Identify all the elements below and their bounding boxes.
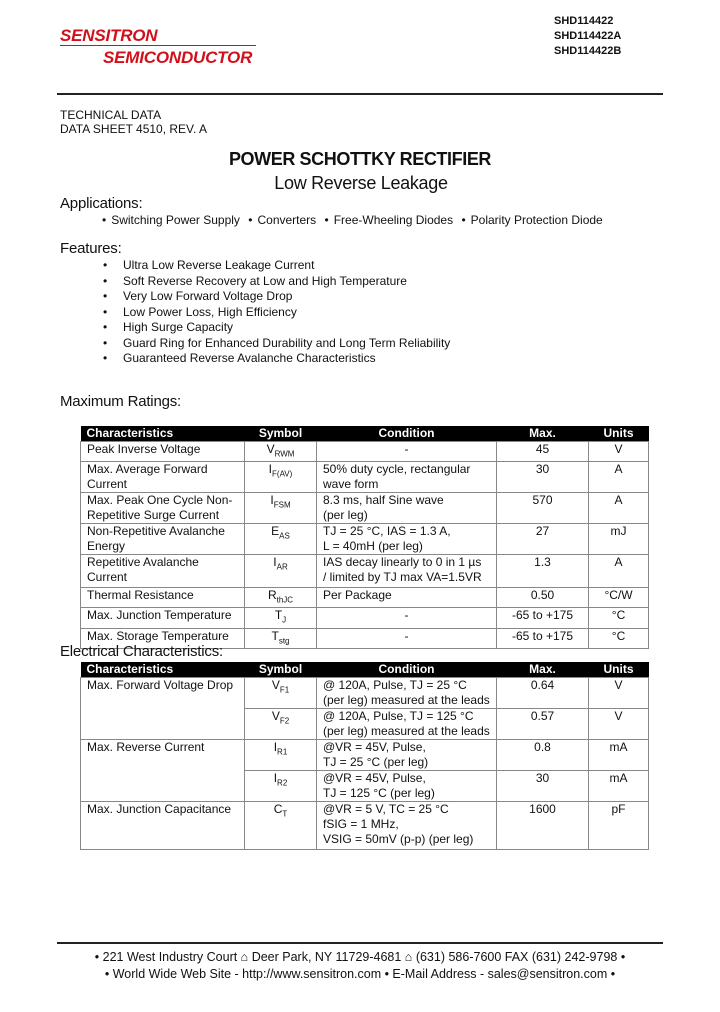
table-header-row bbox=[81, 662, 649, 677]
max-ratings-body bbox=[81, 441, 649, 649]
symbol-subscript: RWM bbox=[274, 448, 295, 458]
table-row bbox=[81, 523, 649, 554]
applications-heading: Applications: bbox=[60, 195, 143, 212]
cell-symbol bbox=[245, 461, 317, 492]
cell-symbol bbox=[245, 628, 317, 648]
symbol-subscript: F1 bbox=[279, 684, 290, 694]
cell-symbol bbox=[245, 739, 317, 770]
electrical-table bbox=[80, 662, 649, 850]
cell-condition: TJ = 25 °C, IAS = 1.3 A, L = 40mH (per leg) bbox=[317, 523, 497, 554]
cell-unit: °C bbox=[589, 608, 649, 628]
electrical-body bbox=[81, 677, 649, 849]
cell-unit: pF bbox=[589, 801, 649, 849]
feature-item: • Guard Ring for Enhanced Durability and Long Term Reliability bbox=[103, 335, 451, 350]
column-header: Symbol bbox=[245, 426, 317, 441]
symbol-letter: I bbox=[273, 739, 278, 754]
feature-item: • Low Power Loss, High Efficiency bbox=[103, 304, 297, 319]
cell-max: 1600 bbox=[497, 801, 589, 849]
symbol-letter: I bbox=[273, 770, 278, 785]
footer-contact: • World Wide Web Site - http://www.sensitron.com • E-Mail Address - sales@sensitron.com • bbox=[104, 967, 616, 981]
cell-condition: @ 120A, Pulse, TJ = 125 °C (per leg) measured at the leads bbox=[317, 708, 497, 739]
cell-characteristic: Max. Forward Voltage Drop bbox=[81, 677, 245, 739]
symbol-letter: I bbox=[273, 554, 277, 569]
cell-max: 27 bbox=[497, 523, 589, 554]
table-row bbox=[81, 801, 649, 849]
symbol-subscript: thJC bbox=[276, 595, 294, 605]
symbol-subscript: stg bbox=[278, 636, 290, 646]
page-subtitle: Low Reverse Leakage bbox=[274, 173, 448, 193]
cell-condition: @VR = 45V, Pulse, TJ = 125 °C (per leg) bbox=[317, 770, 497, 801]
cell-characteristic: Max. Reverse Current bbox=[81, 739, 245, 801]
part-number: SHD114422B bbox=[554, 45, 622, 57]
symbol-subscript: F(AV) bbox=[272, 469, 293, 479]
feature-item: • Guaranteed Reverse Avalanche Characteristics bbox=[103, 351, 376, 365]
cell-characteristic: Non-Repetitive Avalanche Energy bbox=[81, 523, 245, 554]
table-row bbox=[81, 608, 649, 628]
column-header: Characteristics bbox=[81, 426, 245, 441]
cell-characteristic: Max. Junction Temperature bbox=[81, 608, 245, 628]
cell-symbol bbox=[245, 492, 317, 523]
cell-condition: - bbox=[317, 628, 497, 648]
cell-condition: @ 120A, Pulse, TJ = 25 °C (per leg) measured at the leads bbox=[317, 677, 497, 708]
cell-symbol bbox=[245, 587, 317, 607]
applications-list: • Switching Power Supply • Converters • Free-Wheeling Diodes • Polarity Protection Diode bbox=[102, 213, 603, 227]
part-number: SHD114422A bbox=[554, 30, 622, 42]
cell-condition: Per Package bbox=[317, 587, 497, 607]
cell-condition: 50% duty cycle, rectangular wave form bbox=[317, 461, 497, 492]
cell-condition: 8.3 ms, half Sine wave (per leg) bbox=[317, 492, 497, 523]
brand-line-2: SEMICONDUCTOR bbox=[103, 48, 253, 67]
brand-logo bbox=[60, 26, 157, 46]
cell-unit: mA bbox=[589, 739, 649, 770]
cell-symbol bbox=[245, 770, 317, 801]
application-item: Converters bbox=[257, 213, 317, 227]
application-item: Switching Power Supply bbox=[111, 213, 240, 227]
column-header: Units bbox=[589, 426, 649, 441]
cell-max: 0.50 bbox=[497, 587, 589, 607]
cell-max: 1.3 bbox=[497, 554, 589, 587]
symbol-letter: T bbox=[274, 608, 283, 623]
cell-max: 0.64 bbox=[497, 677, 589, 708]
cell-unit: °C/W bbox=[589, 587, 649, 607]
table-row bbox=[81, 492, 649, 523]
table-header-row bbox=[81, 426, 649, 441]
brand-line-1: SENSITRON bbox=[60, 26, 158, 45]
cell-max: 0.8 bbox=[497, 739, 589, 770]
symbol-letter: E bbox=[271, 523, 280, 538]
symbol-subscript: FSM bbox=[273, 500, 291, 510]
cell-characteristic: Max. Peak One Cycle Non- Repetitive Surge Current bbox=[81, 492, 245, 523]
electrical-heading: Electrical Characteristics: bbox=[60, 643, 223, 660]
cell-max: 30 bbox=[497, 770, 589, 801]
cell-unit: °C bbox=[589, 628, 649, 648]
cell-characteristic: Max. Average Forward Current bbox=[81, 461, 245, 492]
feature-item: • Very Low Forward Voltage Drop bbox=[103, 289, 293, 303]
symbol-subscript: T bbox=[282, 808, 288, 818]
feature-item: • High Surge Capacity bbox=[103, 320, 234, 334]
symbol-letter: I bbox=[270, 492, 274, 507]
cell-condition: IAS decay linearly to 0 in 1 µs / limited by TJ max VA=1.5VR bbox=[317, 554, 497, 587]
symbol-letter: V bbox=[271, 708, 280, 723]
header-divider bbox=[57, 93, 663, 95]
feature-item: • Soft Reverse Recovery at Low and High Temperature bbox=[103, 273, 407, 288]
application-item: Free-Wheeling Diodes bbox=[333, 213, 454, 227]
symbol-subscript: AS bbox=[279, 531, 290, 541]
column-header: Characteristics bbox=[81, 662, 245, 677]
symbol-subscript: J bbox=[282, 615, 287, 625]
symbol-letter: V bbox=[271, 677, 280, 692]
symbol-subscript: R2 bbox=[277, 777, 288, 787]
cell-characteristic: Peak Inverse Voltage bbox=[81, 441, 245, 461]
column-header: Max. bbox=[497, 426, 589, 441]
cell-unit: V bbox=[589, 441, 649, 461]
cell-characteristic: Max. Junction Capacitance bbox=[81, 801, 245, 849]
cell-unit: A bbox=[589, 492, 649, 523]
cell-symbol bbox=[245, 677, 317, 708]
tech-data-label: TECHNICAL DATA bbox=[60, 108, 162, 122]
cell-characteristic: Max. Storage Temperature bbox=[81, 628, 245, 648]
column-header: Symbol bbox=[245, 662, 317, 677]
cell-unit: V bbox=[589, 677, 649, 708]
datasheet-number: DATA SHEET 4510, REV. A bbox=[60, 122, 207, 136]
cell-max: -65 to +175 bbox=[497, 628, 589, 648]
symbol-letter: T bbox=[271, 628, 279, 643]
part-numbers bbox=[554, 14, 621, 59]
column-header: Condition bbox=[317, 426, 497, 441]
features-list bbox=[103, 258, 450, 367]
cell-symbol bbox=[245, 554, 317, 587]
symbol-letter: I bbox=[268, 461, 273, 476]
table-row bbox=[81, 739, 649, 770]
symbol-letter: R bbox=[267, 587, 277, 602]
footer-address: • 221 West Industry Court ⌂ Deer Park, NY 11729-4681 ⌂ (631) 586-7600 FAX (631) 242-9798 • bbox=[94, 950, 626, 964]
cell-symbol bbox=[245, 708, 317, 739]
cell-unit: V bbox=[589, 708, 649, 739]
cell-unit: A bbox=[589, 554, 649, 587]
cell-symbol bbox=[245, 523, 317, 554]
cell-condition: - bbox=[317, 441, 497, 461]
table-row bbox=[81, 554, 649, 587]
cell-max: 570 bbox=[497, 492, 589, 523]
cell-unit: mA bbox=[589, 770, 649, 801]
cell-unit: A bbox=[589, 461, 649, 492]
footer-divider bbox=[57, 942, 663, 944]
cell-condition: - bbox=[317, 608, 497, 628]
table-row bbox=[81, 677, 649, 708]
cell-unit: mJ bbox=[589, 523, 649, 554]
features-heading: Features: bbox=[60, 240, 122, 257]
symbol-letter: C bbox=[273, 801, 283, 816]
feature-item: • Ultra Low Reverse Leakage Current bbox=[103, 258, 315, 272]
part-number: SHD114422 bbox=[554, 15, 614, 27]
cell-symbol bbox=[245, 608, 317, 628]
application-item: Polarity Protection Diode bbox=[470, 213, 603, 227]
column-header: Condition bbox=[317, 662, 497, 677]
column-header: Max. bbox=[497, 662, 589, 677]
page-title: POWER SCHOTTKY RECTIFIER bbox=[228, 149, 492, 169]
cell-max: 30 bbox=[497, 461, 589, 492]
symbol-letter: V bbox=[266, 441, 275, 456]
tech-data-block bbox=[60, 108, 207, 136]
column-header: Units bbox=[589, 662, 649, 677]
cell-max: 45 bbox=[497, 441, 589, 461]
symbol-subscript: AR bbox=[276, 562, 288, 572]
table-row bbox=[81, 587, 649, 607]
cell-max: 0.57 bbox=[497, 708, 589, 739]
cell-symbol bbox=[245, 801, 317, 849]
cell-characteristic: Thermal Resistance bbox=[81, 587, 245, 607]
cell-condition: @VR = 45V, Pulse, TJ = 25 °C (per leg) bbox=[317, 739, 497, 770]
cell-symbol bbox=[245, 441, 317, 461]
max-ratings-table bbox=[80, 426, 649, 649]
table-row bbox=[81, 461, 649, 492]
cell-max: -65 to +175 bbox=[497, 608, 589, 628]
symbol-subscript: F2 bbox=[279, 715, 290, 725]
cell-characteristic: Repetitive Avalanche Current bbox=[81, 554, 245, 587]
cell-condition: @VR = 5 V, TC = 25 °C fSIG = 1 MHz, VSIG = 50mV (p-p) (per leg) bbox=[317, 801, 497, 849]
brand-underline bbox=[60, 45, 256, 46]
max-ratings-heading: Maximum Ratings: bbox=[60, 393, 181, 410]
table-row bbox=[81, 441, 649, 461]
symbol-subscript: R1 bbox=[277, 746, 288, 756]
